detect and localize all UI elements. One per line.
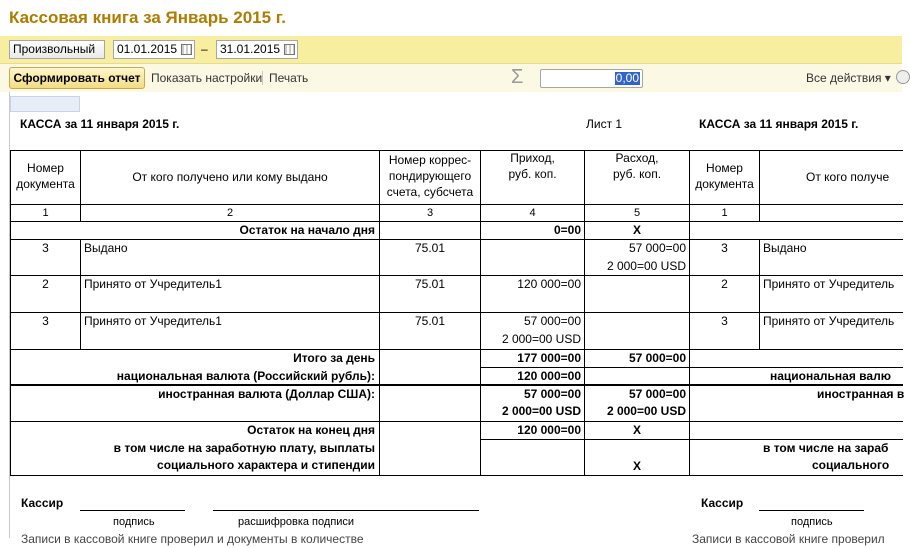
row-from-whom: Выдано bbox=[84, 241, 128, 255]
day-total-label: Итого за день bbox=[293, 351, 375, 365]
foreign-currency-label: иностранная валюта (Доллар США): bbox=[158, 387, 375, 401]
signature-decode-line bbox=[213, 510, 479, 511]
opening-balance-label: Остаток на начало дня bbox=[239, 223, 375, 237]
sheet-label: Лист 1 bbox=[586, 117, 623, 131]
row-doc-no: 3 bbox=[42, 314, 49, 328]
row-expense: 57 000=00 bbox=[628, 241, 686, 255]
sum-value: 0,00 bbox=[615, 71, 639, 85]
row-doc-no: 2 bbox=[42, 277, 49, 291]
report-header-right: КАССА за 11 января 2015 г. bbox=[699, 117, 859, 131]
all-actions-menu[interactable]: Все действия ▾ bbox=[806, 71, 891, 85]
row-account: 75.01 bbox=[414, 241, 446, 255]
period-dash: – bbox=[201, 42, 208, 56]
signature-line bbox=[759, 510, 864, 511]
grid-line bbox=[80, 239, 81, 349]
closing-balance-label: Остаток на конец дня bbox=[247, 423, 375, 437]
calendar-icon[interactable] bbox=[284, 44, 295, 55]
row-account: 75.01 bbox=[414, 277, 446, 291]
salary-label-line1: в том числе на заработную плату, выплаты bbox=[113, 441, 375, 455]
col-header-from-whom-right: От кого получе bbox=[806, 170, 890, 184]
col-header-doc-no-right bbox=[690, 160, 759, 192]
closing-balance-income: 120 000=00 bbox=[517, 423, 581, 437]
col-number: 1 bbox=[721, 207, 728, 219]
foreign-currency-expense-usd: 2 000=00 USD bbox=[606, 404, 686, 418]
col-number: 1 bbox=[42, 207, 49, 219]
grid-line bbox=[379, 239, 380, 475]
date-to-field[interactable] bbox=[216, 40, 298, 59]
opening-balance-expense: X bbox=[632, 223, 641, 237]
col-header-account-line: Номер коррес- bbox=[388, 153, 472, 167]
report-area[interactable] bbox=[9, 92, 905, 546]
col-header-income-line: руб. коп. bbox=[508, 167, 557, 181]
cashier-label: Кассир bbox=[21, 496, 64, 510]
row-account: 75.01 bbox=[414, 314, 446, 328]
date-from-value: 01.01.2015 bbox=[117, 42, 178, 56]
print-link[interactable]: Печать bbox=[269, 71, 309, 85]
foreign-currency-income: 57 000=00 bbox=[523, 387, 581, 401]
day-total-expense: 57 000=00 bbox=[628, 351, 686, 365]
grid-line bbox=[759, 239, 760, 349]
row-income: 57 000=00 bbox=[523, 314, 581, 328]
help-icon[interactable] bbox=[896, 70, 910, 84]
row-doc-no: 3 bbox=[42, 241, 49, 255]
col-header-doc-no-line: документа bbox=[16, 177, 75, 191]
foreign-currency-expense: 57 000=00 bbox=[628, 387, 686, 401]
row-doc-no-right: 3 bbox=[721, 314, 728, 328]
period-bar bbox=[0, 36, 902, 64]
generate-report-button[interactable]: Сформировать отчет bbox=[9, 67, 145, 89]
signature-line bbox=[80, 510, 185, 511]
national-currency-label-right: национальная валю bbox=[770, 369, 891, 383]
salary-label-right-line1: в том числе на зараб bbox=[763, 441, 889, 455]
report-header-left: КАССА за 11 января 2015 г. bbox=[20, 117, 180, 131]
bottom-text-right: Записи в кассовой книге проверил bbox=[692, 532, 885, 546]
date-to-value: 31.01.2015 bbox=[220, 42, 281, 56]
closing-balance-expense: X bbox=[632, 423, 641, 437]
col-header-account bbox=[380, 152, 480, 200]
row-from-whom-right: Принято от Учредитель bbox=[763, 314, 895, 328]
national-currency-label: национальная валюта (Российский рубль): bbox=[116, 369, 375, 383]
day-total-income: 177 000=00 bbox=[517, 351, 581, 365]
sum-icon: Σ bbox=[511, 66, 524, 88]
command-bar bbox=[0, 64, 902, 92]
date-from-field[interactable] bbox=[113, 40, 195, 59]
grid-line bbox=[10, 475, 903, 476]
opening-balance-income: 0=00 bbox=[553, 223, 581, 237]
col-header-income bbox=[481, 150, 584, 182]
row-doc-no-right: 2 bbox=[721, 277, 728, 291]
col-header-doc-no bbox=[11, 160, 80, 192]
col-header-from-whom: От кого получено или кому выдано bbox=[132, 170, 328, 184]
col-header-expense bbox=[585, 150, 689, 182]
sum-field[interactable] bbox=[540, 69, 643, 88]
salary-expense: X bbox=[632, 459, 641, 473]
col-header-doc-no-right-line: документа bbox=[695, 177, 754, 191]
selected-cell[interactable] bbox=[10, 96, 80, 112]
foreign-currency-label-right: иностранная в bbox=[817, 387, 905, 401]
col-header-doc-no-line: Номер bbox=[27, 161, 64, 175]
col-number: 3 bbox=[426, 207, 434, 219]
calendar-icon[interactable] bbox=[181, 44, 192, 55]
foreign-currency-income-usd: 2 000=00 USD bbox=[501, 404, 581, 418]
row-income-currency: 2 000=00 USD bbox=[501, 332, 581, 346]
col-header-income-line: Приход, bbox=[510, 151, 555, 165]
bottom-text: Записи в кассовой книге проверил и документы в количестве bbox=[21, 532, 364, 546]
col-header-account-line: пондирующего bbox=[388, 169, 472, 183]
row-doc-no-right: 3 bbox=[721, 241, 728, 255]
toolbar-separator bbox=[262, 71, 263, 85]
row-from-whom: Принято от Учредитель1 bbox=[84, 314, 222, 328]
row-from-whom-right: Выдано bbox=[763, 241, 807, 255]
show-settings-link[interactable]: Показать настройки bbox=[151, 71, 263, 85]
col-number: 4 bbox=[529, 207, 536, 219]
decode-caption: расшифровка подписи bbox=[238, 516, 355, 528]
period-mode-button[interactable]: Произвольный bbox=[9, 40, 105, 59]
col-number: 2 bbox=[226, 207, 234, 219]
cashier-label-right: Кассир bbox=[701, 496, 744, 510]
national-currency-income: 120 000=00 bbox=[517, 369, 581, 383]
grid-line bbox=[10, 150, 903, 151]
salary-label-right-line2: социального bbox=[812, 458, 890, 472]
sign-caption: подпись bbox=[113, 516, 155, 528]
title-bar bbox=[0, 0, 902, 36]
row-expense-currency: 2 000=00 USD bbox=[606, 259, 686, 273]
col-number: 5 bbox=[633, 207, 641, 219]
sign-caption-right: подпись bbox=[791, 516, 833, 528]
row-income: 120 000=00 bbox=[517, 277, 581, 291]
page-title: Кассовая книга за Январь 2015 г. bbox=[9, 8, 286, 27]
row-from-whom: Принято от Учредитель1 bbox=[84, 277, 222, 291]
col-header-expense-line: Расход, bbox=[615, 151, 659, 165]
col-header-doc-no-right-line: Номер bbox=[706, 161, 743, 175]
col-header-account-line: счета, субсчета bbox=[386, 185, 474, 199]
salary-label-line2: социального характера и стипендии bbox=[157, 458, 375, 472]
col-header-expense-line: руб. коп. bbox=[612, 167, 662, 181]
row-from-whom-right: Принято от Учредитель bbox=[763, 277, 895, 291]
grid-line bbox=[759, 150, 760, 221]
